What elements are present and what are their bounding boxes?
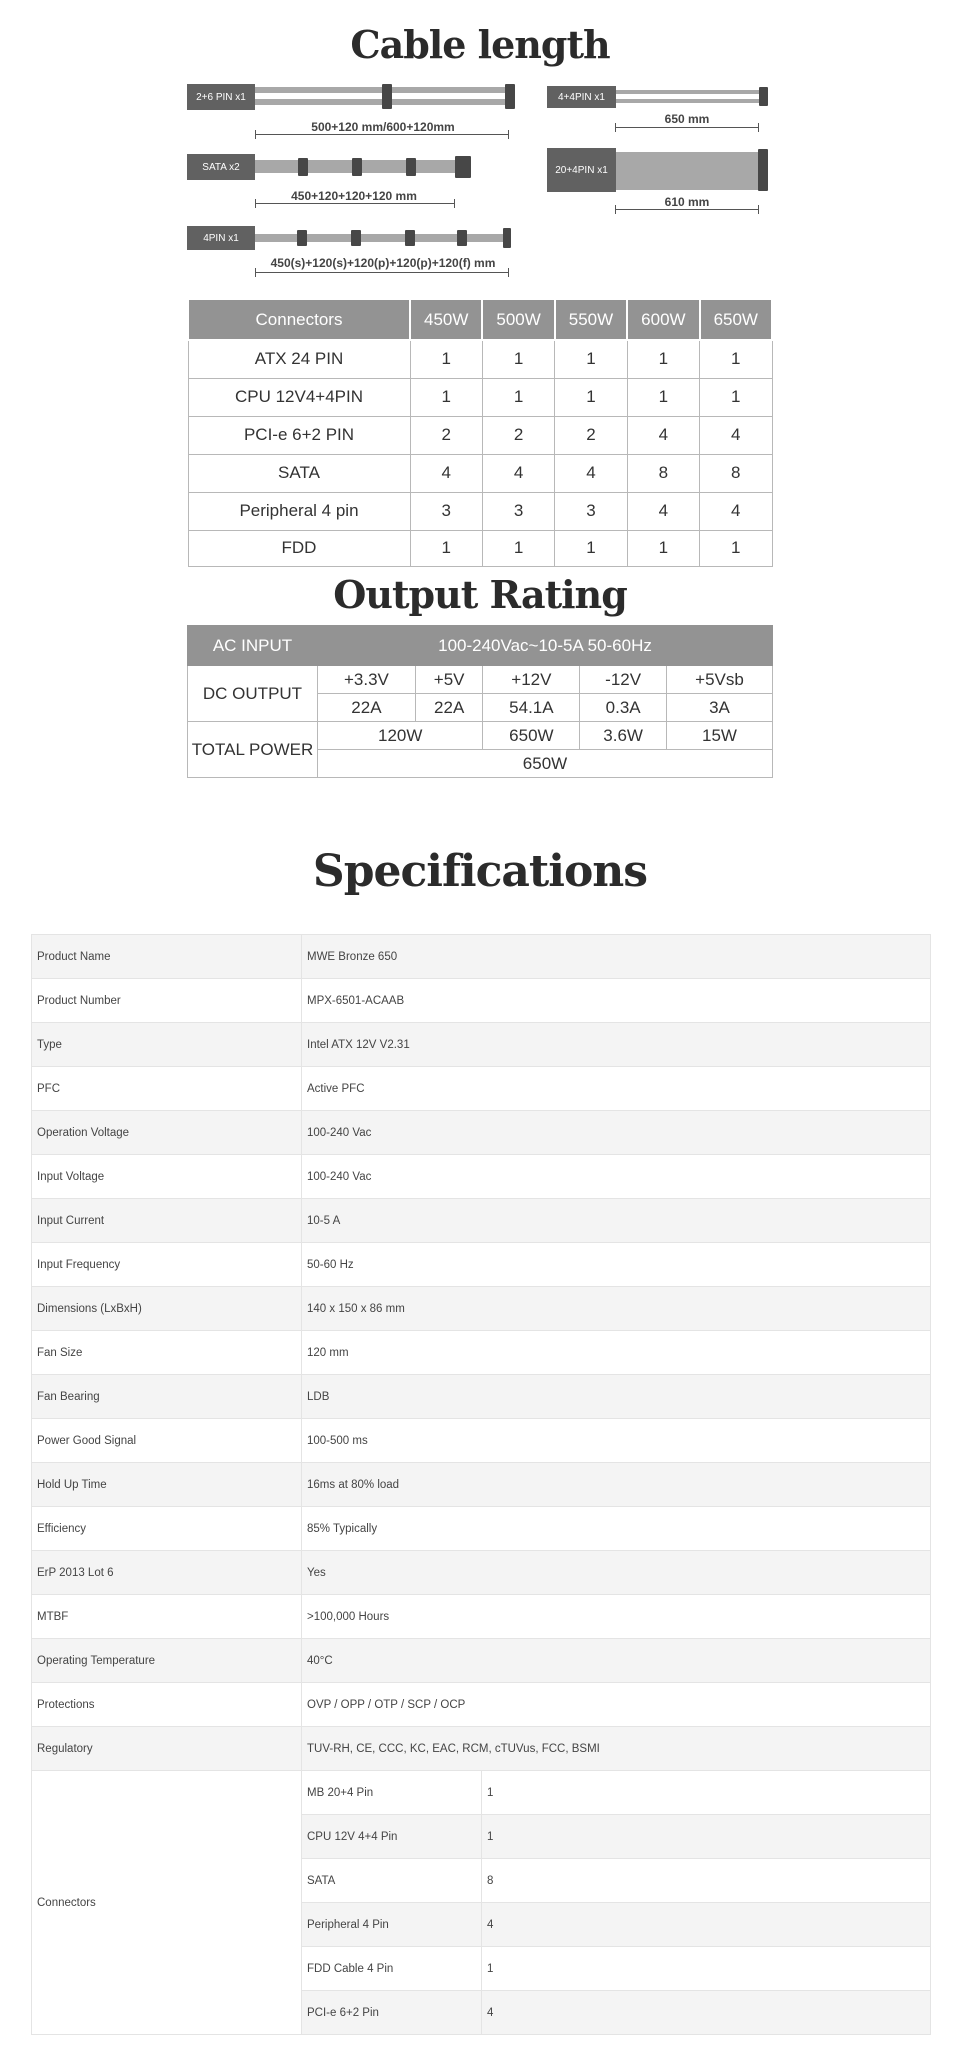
cable-wire [616,90,762,94]
spec-label-connectors: Connectors [32,1771,302,2035]
cable-label-4-4pin: 4+4PIN x1 [547,86,616,108]
connector-name-cell: SATA [188,454,410,492]
spec-row [32,1419,931,1463]
table-row [188,492,772,530]
specifications-table [31,934,931,2035]
spec-value: 16ms at 80% load [302,1463,931,1507]
connector-plug-icon [758,149,768,191]
connector-count-cell: 4 [482,454,554,492]
connector-name-cell: Peripheral 4 pin [188,492,410,530]
table-row [188,378,772,416]
spec-value: 100-240 Vac [302,1111,931,1155]
power-value: 15W [667,722,773,750]
dimension-line [255,272,509,273]
column-header: 650W [700,299,772,340]
spec-row [32,935,931,979]
rail-current: 3A [667,694,773,722]
spec-label: Efficiency [32,1507,302,1551]
spec-label: Hold Up Time [32,1463,302,1507]
connector-plug-icon [352,158,362,176]
connector-count-cell: 1 [700,530,772,566]
spec-row [32,1375,931,1419]
rail-current: 54.1A [483,694,580,722]
cable-dimension-text: 450+120+120+120 mm [291,189,417,203]
table-row [188,340,772,378]
rail-current: 0.3A [580,694,667,722]
output-rating-heading: Output Rating [333,572,627,617]
ac-input-value: 100-240Vac~10-5A 50-60Hz [318,626,773,666]
connector-count-cell: 4 [700,416,772,454]
spec-label: PFC [32,1067,302,1111]
spec-row [32,1023,931,1067]
spec-label: Input Voltage [32,1155,302,1199]
spec-row [32,1727,931,1771]
connector-plug-icon [503,228,511,248]
connector-count-cell: 1 [482,340,554,378]
spec-value: LDB [302,1375,931,1419]
spec-value: 50-60 Hz [302,1243,931,1287]
dimension-line [615,209,759,210]
spec-value: 140 x 150 x 86 mm [302,1287,931,1331]
connector-count-cell: 2 [555,416,627,454]
spec-label: Operating Temperature [32,1639,302,1683]
connector-count-cell: 1 [555,530,627,566]
spec-row [32,979,931,1023]
cable-wire [616,152,760,190]
total-power-label: TOTAL POWER [188,722,318,778]
connector-count-cell: 8 [627,454,699,492]
spec-row [32,1507,931,1551]
spec-label: Fan Size [32,1331,302,1375]
spec-row [32,1155,931,1199]
spec-row [32,1287,931,1331]
spec-label: Fan Bearing [32,1375,302,1419]
cable-length-heading: Cable length [350,22,610,67]
spec-label: Input Frequency [32,1243,302,1287]
connector-count-cell: 1 [482,530,554,566]
cable-dimension-text: 500+120 mm/600+120mm [311,120,455,134]
connector-count-cell: 2 [482,416,554,454]
spec-value: 10-5 A [302,1199,931,1243]
connector-name-cell: CPU 12V4+4PIN [188,378,410,416]
spec-connector-name: Peripheral 4 Pin [302,1903,482,1947]
connector-plug-icon [405,230,415,246]
column-header: 450W [410,299,482,340]
spec-connector-count: 1 [482,1947,931,1991]
spec-connector-count: 8 [482,1859,931,1903]
connector-count-cell: 1 [627,530,699,566]
spec-connector-name: CPU 12V 4+4 Pin [302,1815,482,1859]
spec-row [32,1111,931,1155]
spec-label: Product Name [32,935,302,979]
spec-value: Intel ATX 12V V2.31 [302,1023,931,1067]
spec-row [32,1243,931,1287]
spec-row [32,1683,931,1727]
spec-label: Input Current [32,1199,302,1243]
spec-value: 40°C [302,1639,931,1683]
connector-count-cell: 2 [410,416,482,454]
cable-wire [255,234,505,242]
dc-output-label: DC OUTPUT [188,666,318,722]
spec-value: OVP / OPP / OTP / SCP / OCP [302,1683,931,1727]
total-power-value: 650W [318,750,773,778]
dimension-line [255,134,509,135]
connector-count-cell: 4 [627,492,699,530]
spec-value: 100-500 ms [302,1419,931,1463]
dimension-line [255,203,455,204]
power-value: 650W [483,722,580,750]
spec-connector-count: 1 [482,1771,931,1815]
spec-connector-row [32,1771,931,1815]
connector-count-cell: 4 [627,416,699,454]
cable-label-20-4pin: 20+4PIN x1 [547,148,616,192]
connector-name-cell: FDD [188,530,410,566]
connector-count-cell: 1 [482,378,554,416]
connector-count-cell: 3 [410,492,482,530]
cable-wire [616,99,762,103]
spec-row [32,1331,931,1375]
cable-dimension-text: 650 mm [664,112,710,126]
spec-label: Operation Voltage [32,1111,302,1155]
connector-count-cell: 4 [555,454,627,492]
rail-current: 22A [415,694,483,722]
connector-plug-icon [351,230,361,246]
cable-wire [255,99,507,105]
connector-plug-icon [298,158,308,176]
connector-plug-icon [759,87,768,106]
connector-count-cell: 1 [627,378,699,416]
cable-label-4pin: 4PIN x1 [187,226,255,250]
rail-label: -12V [580,666,667,694]
dimension-line [615,127,759,128]
ac-input-label: AC INPUT [188,626,318,666]
connectors-table [187,298,773,567]
spec-connector-name: PCI-e 6+2 Pin [302,1991,482,2035]
column-header: Connectors [188,299,410,340]
cable-wire [255,160,470,173]
column-header: 550W [555,299,627,340]
spec-connector-name: MB 20+4 Pin [302,1771,482,1815]
connector-count-cell: 4 [700,492,772,530]
rail-label: +12V [483,666,580,694]
spec-label: Dimensions (LxBxH) [32,1287,302,1331]
cable-wire [255,87,507,93]
connectors-table-header [188,299,772,340]
power-value: 3.6W [580,722,667,750]
spec-value: TUV-RH, CE, CCC, KC, EAC, RCM, cTUVus, FCC, BSMI [302,1727,931,1771]
spec-row [32,1199,931,1243]
rail-label: +5Vsb [667,666,773,694]
column-header: 500W [482,299,554,340]
specifications-heading: Specifications [312,846,648,897]
connector-count-cell: 3 [482,492,554,530]
table-row [188,454,772,492]
cable-dimension-text: 450(s)+120(s)+120(p)+120(p)+120(f) mm [270,256,496,270]
connector-count-cell: 4 [410,454,482,492]
connector-count-cell: 1 [555,378,627,416]
table-row [188,530,772,566]
spec-value: 120 mm [302,1331,931,1375]
connector-count-cell: 1 [555,340,627,378]
spec-label: Product Number [32,979,302,1023]
connector-plug-icon [382,84,392,109]
cable-length-diagram [185,78,775,283]
connector-count-cell: 1 [410,530,482,566]
connector-count-cell: 3 [555,492,627,530]
spec-connector-count: 4 [482,1991,931,2035]
rail-current: 22A [318,694,416,722]
spec-connector-count: 4 [482,1903,931,1947]
spec-label: Regulatory [32,1727,302,1771]
connector-count-cell: 1 [410,340,482,378]
rail-label: +5V [415,666,483,694]
connector-plug-icon [505,84,515,109]
spec-connector-name: FDD Cable 4 Pin [302,1947,482,1991]
connector-count-cell: 1 [627,340,699,378]
power-value: 120W [318,722,483,750]
connector-plug-icon [297,230,307,246]
spec-value: >100,000 Hours [302,1595,931,1639]
spec-label: Type [32,1023,302,1067]
connector-count-cell: 8 [700,454,772,492]
spec-row [32,1067,931,1111]
connector-name-cell: ATX 24 PIN [188,340,410,378]
cable-label-2-6pin: 2+6 PIN x1 [187,84,255,110]
spec-value: Active PFC [302,1067,931,1111]
connector-count-cell: 1 [700,378,772,416]
spec-row [32,1551,931,1595]
connector-plug-icon [406,158,416,176]
connector-count-cell: 1 [410,378,482,416]
spec-row [32,1463,931,1507]
spec-connector-count: 1 [482,1815,931,1859]
spec-label: Protections [32,1683,302,1727]
connector-plug-icon [455,156,471,178]
cable-label-sata: SATA x2 [187,154,255,180]
cable-dimension-text: 610 mm [664,195,710,209]
rail-label: +3.3V [318,666,416,694]
spec-value: 100-240 Vac [302,1155,931,1199]
column-header: 600W [627,299,699,340]
output-rating-table [187,625,773,778]
spec-label: MTBF [32,1595,302,1639]
spec-value: MWE Bronze 650 [302,935,931,979]
spec-connector-name: SATA [302,1859,482,1903]
connector-count-cell: 1 [700,340,772,378]
spec-label: Power Good Signal [32,1419,302,1463]
connector-name-cell: PCI-e 6+2 PIN [188,416,410,454]
spec-value: Yes [302,1551,931,1595]
spec-row [32,1595,931,1639]
spec-row [32,1639,931,1683]
table-row [188,416,772,454]
spec-value: 85% Typically [302,1507,931,1551]
spec-label: ErP 2013 Lot 6 [32,1551,302,1595]
spec-value: MPX-6501-ACAAB [302,979,931,1023]
connector-plug-icon [457,230,467,246]
